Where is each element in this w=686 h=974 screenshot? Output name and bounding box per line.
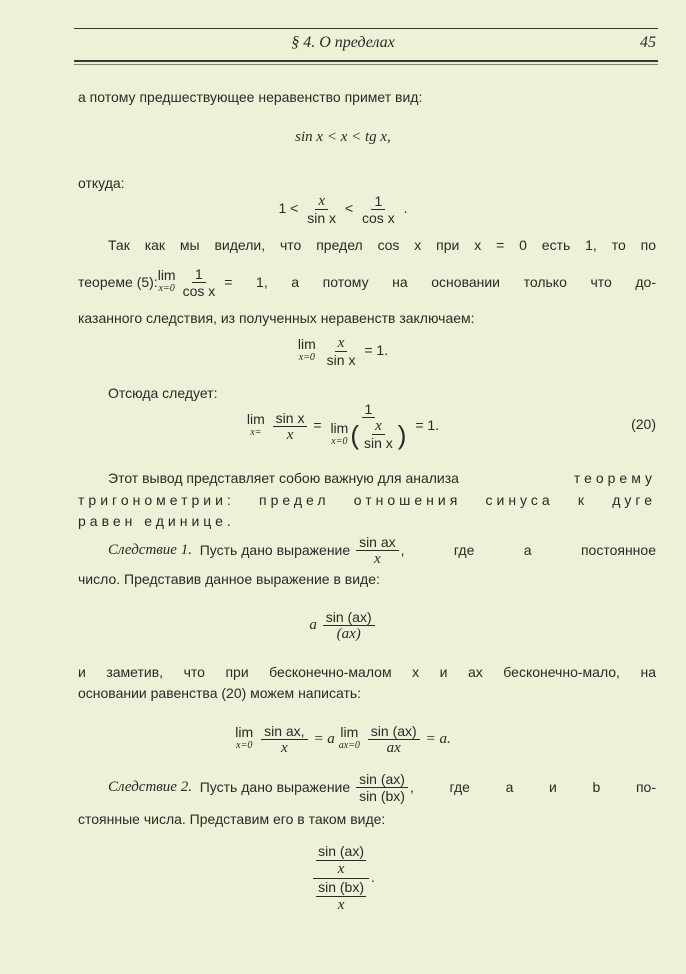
lim-subscript: ax=0 <box>338 740 360 752</box>
page-number: 45 <box>640 34 656 51</box>
limit <box>339 725 360 753</box>
fraction <box>361 418 396 451</box>
paragraph-line: и заметив, что при бесконечно-малом x и ax бесконечно-мало, на <box>78 664 656 680</box>
header-rule-bottom <box>74 60 658 62</box>
denominator: sin x <box>307 209 337 226</box>
fraction <box>180 266 219 299</box>
numerator: 1 <box>362 401 376 418</box>
fraction <box>368 723 420 756</box>
limit <box>235 725 253 753</box>
denominator: cos x <box>182 282 216 299</box>
fraction <box>359 193 398 226</box>
text: Пусть дано выражение <box>199 542 351 558</box>
fraction <box>324 335 359 368</box>
eq-text: < <box>344 200 354 216</box>
text: = 1, а потому на основании только что до- <box>224 274 656 290</box>
running-header-title: § 4. О пределах <box>291 34 395 51</box>
header-rule-bottom-2 <box>74 64 658 65</box>
fraction <box>356 771 408 804</box>
paragraph-line: основании равенства (20) можем написать: <box>78 685 362 701</box>
equation-bounds <box>0 190 686 226</box>
lim-subscript: x=0 <box>298 352 315 364</box>
paragraph-line <box>78 469 656 487</box>
fraction <box>323 609 375 642</box>
lim-subscript: x=0 <box>236 740 253 752</box>
numerator: 1 <box>192 266 206 283</box>
corollary-title: Следствие 1. <box>108 542 192 558</box>
denominator: sin x <box>364 435 393 452</box>
equation-compound-fraction <box>0 843 686 914</box>
limit <box>158 268 176 296</box>
eq-text: . <box>371 869 375 886</box>
paragraph-line: а потому предшествующее неравенство примет вид: <box>78 89 423 105</box>
equation-inequality: sin x < x < tg x, <box>295 129 391 145</box>
header-rule-top <box>74 28 658 29</box>
equation-limit-a <box>0 716 686 761</box>
eq-text: = 1. <box>364 342 389 358</box>
limit <box>247 412 265 440</box>
numerator: sin (ax) <box>368 723 420 740</box>
text: , где a и b по- <box>409 779 656 795</box>
numerator: sin ax <box>356 534 399 551</box>
limit <box>298 337 316 365</box>
inner-denominator: x <box>337 861 345 877</box>
emphasized-text: теорему <box>573 470 656 486</box>
lim-subscript: x=0 <box>331 435 348 447</box>
equation-limit <box>0 332 686 368</box>
lim-label: lim <box>297 336 316 353</box>
eq-text: = <box>313 417 322 433</box>
equation-20 <box>0 400 686 451</box>
denominator: cos x <box>362 209 395 226</box>
fraction <box>356 534 399 567</box>
denominator: sin (bx) <box>359 787 405 804</box>
inner-numerator: sin (bx) <box>318 879 364 895</box>
numerator: sin x <box>273 410 308 427</box>
fraction <box>327 401 409 451</box>
equation-number: (20) <box>631 416 656 432</box>
lim-label: lim <box>157 267 176 283</box>
denominator: sin x <box>326 351 356 368</box>
lim-label: lim <box>340 724 359 741</box>
eq-text: = a. <box>425 731 451 747</box>
fraction <box>304 193 339 226</box>
paragraph-line: стоянные числа. Представим его в таком виде: <box>78 811 386 827</box>
paragraph-line: число. Представив данное выражение в виде: <box>78 571 380 587</box>
text: , где a постоянное <box>400 542 656 558</box>
emphasized-line: тригонометрии: предел отношения синуса к дуге <box>78 492 656 508</box>
numerator: 1 <box>371 193 385 210</box>
paragraph-line: Отсюда следует: <box>108 385 218 401</box>
text: Пусть дано выражение <box>199 779 351 795</box>
denominator: x <box>374 550 381 567</box>
denominator: (ax) <box>336 625 361 642</box>
lim-subscript: x= <box>250 427 262 439</box>
fraction <box>261 723 307 756</box>
text: Этот вывод представляет собою важную для анализа <box>108 470 459 486</box>
denominator: x <box>286 426 294 443</box>
emphasized-line: равен единице. <box>78 513 235 529</box>
eq-text: a <box>309 617 317 633</box>
denominator <box>313 879 369 914</box>
paragraph-line: Так как мы видели, что предел cos x при x = 0 есть 1, то по <box>108 237 656 253</box>
paragraph-line: казанного следствия, из полученных неравенств заключаем: <box>78 310 475 326</box>
fraction <box>273 410 308 443</box>
paragraph-line-with-formula <box>78 262 656 302</box>
inline-limit <box>158 266 221 299</box>
lim-label: lim <box>330 419 349 436</box>
paragraph-line: откуда: <box>78 175 125 191</box>
limit <box>330 421 348 449</box>
eq-text: . <box>403 200 408 216</box>
corollary-title: Следствие 2. <box>108 779 192 795</box>
equation-a-ratio <box>0 602 686 647</box>
text: теореме (5): <box>78 274 158 290</box>
numerator: x <box>372 418 385 435</box>
eq-text: = 1. <box>415 417 440 433</box>
numerator: sin ax, <box>261 723 307 740</box>
eq-text: = a <box>313 731 335 747</box>
corollary-2-line <box>78 766 656 808</box>
numerator: x <box>335 335 348 352</box>
lim-subscript: x=0 <box>158 283 175 294</box>
corollary-1-line <box>78 530 656 570</box>
fraction <box>313 843 369 914</box>
denominator: ax <box>386 739 401 756</box>
lim-label: lim <box>246 411 265 428</box>
lim-label: lim <box>235 724 254 741</box>
inner-numerator: sin (ax) <box>318 843 364 859</box>
numerator: sin (ax) <box>356 771 408 788</box>
inner-denominator: x <box>337 897 345 913</box>
denominator: x <box>280 739 288 756</box>
denominator: lim x=0 ( $\frac{x}{\text{sin x}}$ ) <box>330 418 407 452</box>
numerator: sin (ax) <box>323 609 375 626</box>
numerator: x <box>315 193 328 210</box>
numerator <box>313 843 369 879</box>
eq-text: 1 < <box>278 200 299 216</box>
